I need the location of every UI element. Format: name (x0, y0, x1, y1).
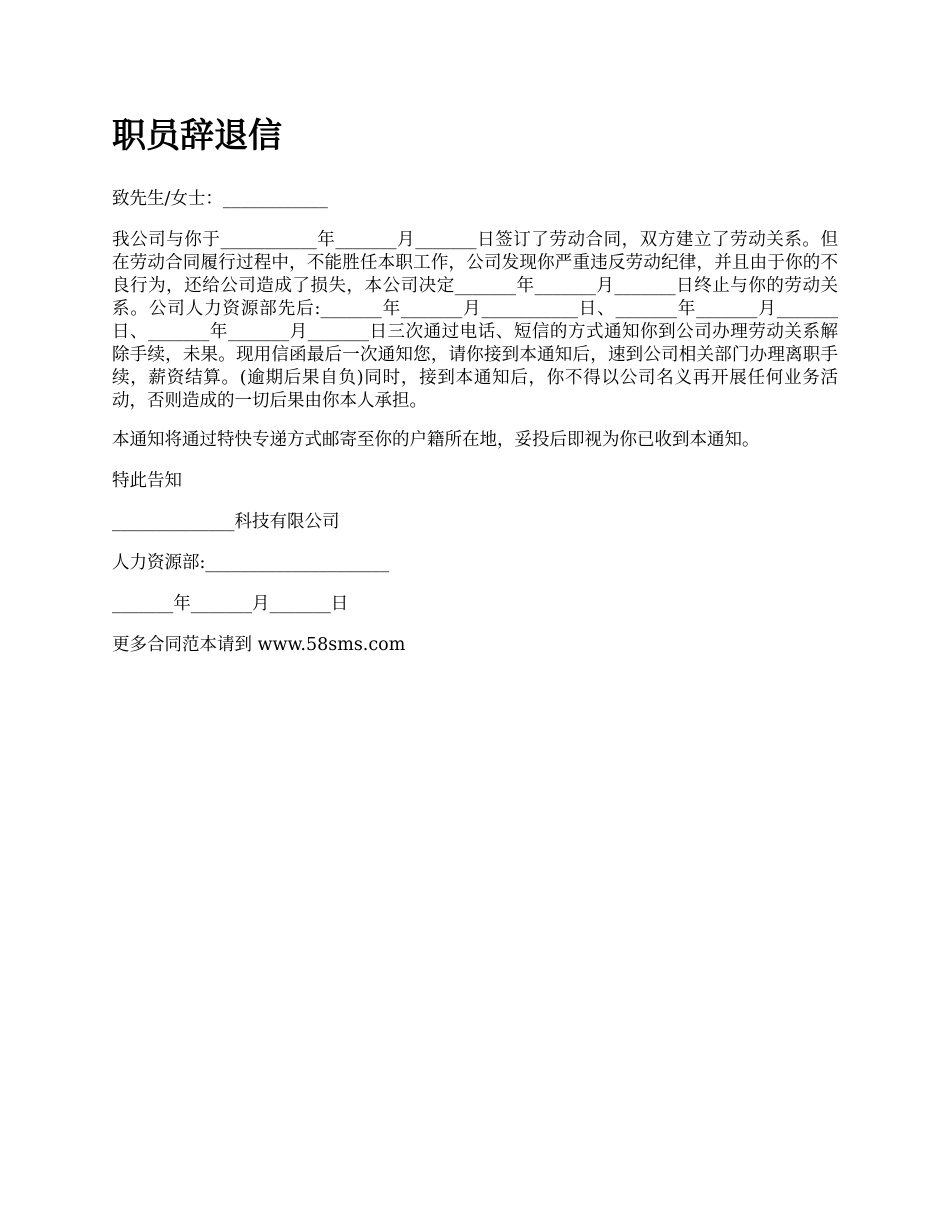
delivery-notice-paragraph: 本通知将通过特快专递方式邮寄至你的户籍所在地，妥投后即视为你已收到本通知。 (112, 430, 760, 450)
closing-line: 特此告知 (112, 471, 182, 491)
document-title: 职员辞退信 (112, 116, 282, 156)
hr-department-line: 人力资源部:_____________________ (112, 553, 390, 573)
signature-date-line: _______年_______月_______日 (112, 594, 349, 614)
company-signature-line: ______________科技有限公司 (112, 512, 340, 532)
main-paragraph: 我公司与你于___________年_______月_______日签订了劳动合同，双方建立了劳动关系。但在劳动合同履行过程中，不能胜任本职工作，公司发现你严重违反劳动纪律，并且由于你的不良行为，还给公司造成了损失，本公司决定_______年_______月_______日终止与你的劳动关系。公司人力资源部先后:_______年_______月___________日、_______年_______月_______日、_______年_______月_______日三次通过电话、短信的方式通知你到公司办理劳动关系解除手续，未果。现用信函最后一次通知您，请你接到本通知后，速到公司相关部门办理离职手续，薪资结算。(逾期后果自负)同时，接到本通知后，你不得以公司名义再开展任何业务活动，否则造成的一切后果由你本人承担。 (112, 230, 838, 411)
salutation-line: 致先生/女士：____________ (112, 189, 328, 209)
footer-note: 更多合同范本请到 www.58sms.com (112, 635, 406, 655)
